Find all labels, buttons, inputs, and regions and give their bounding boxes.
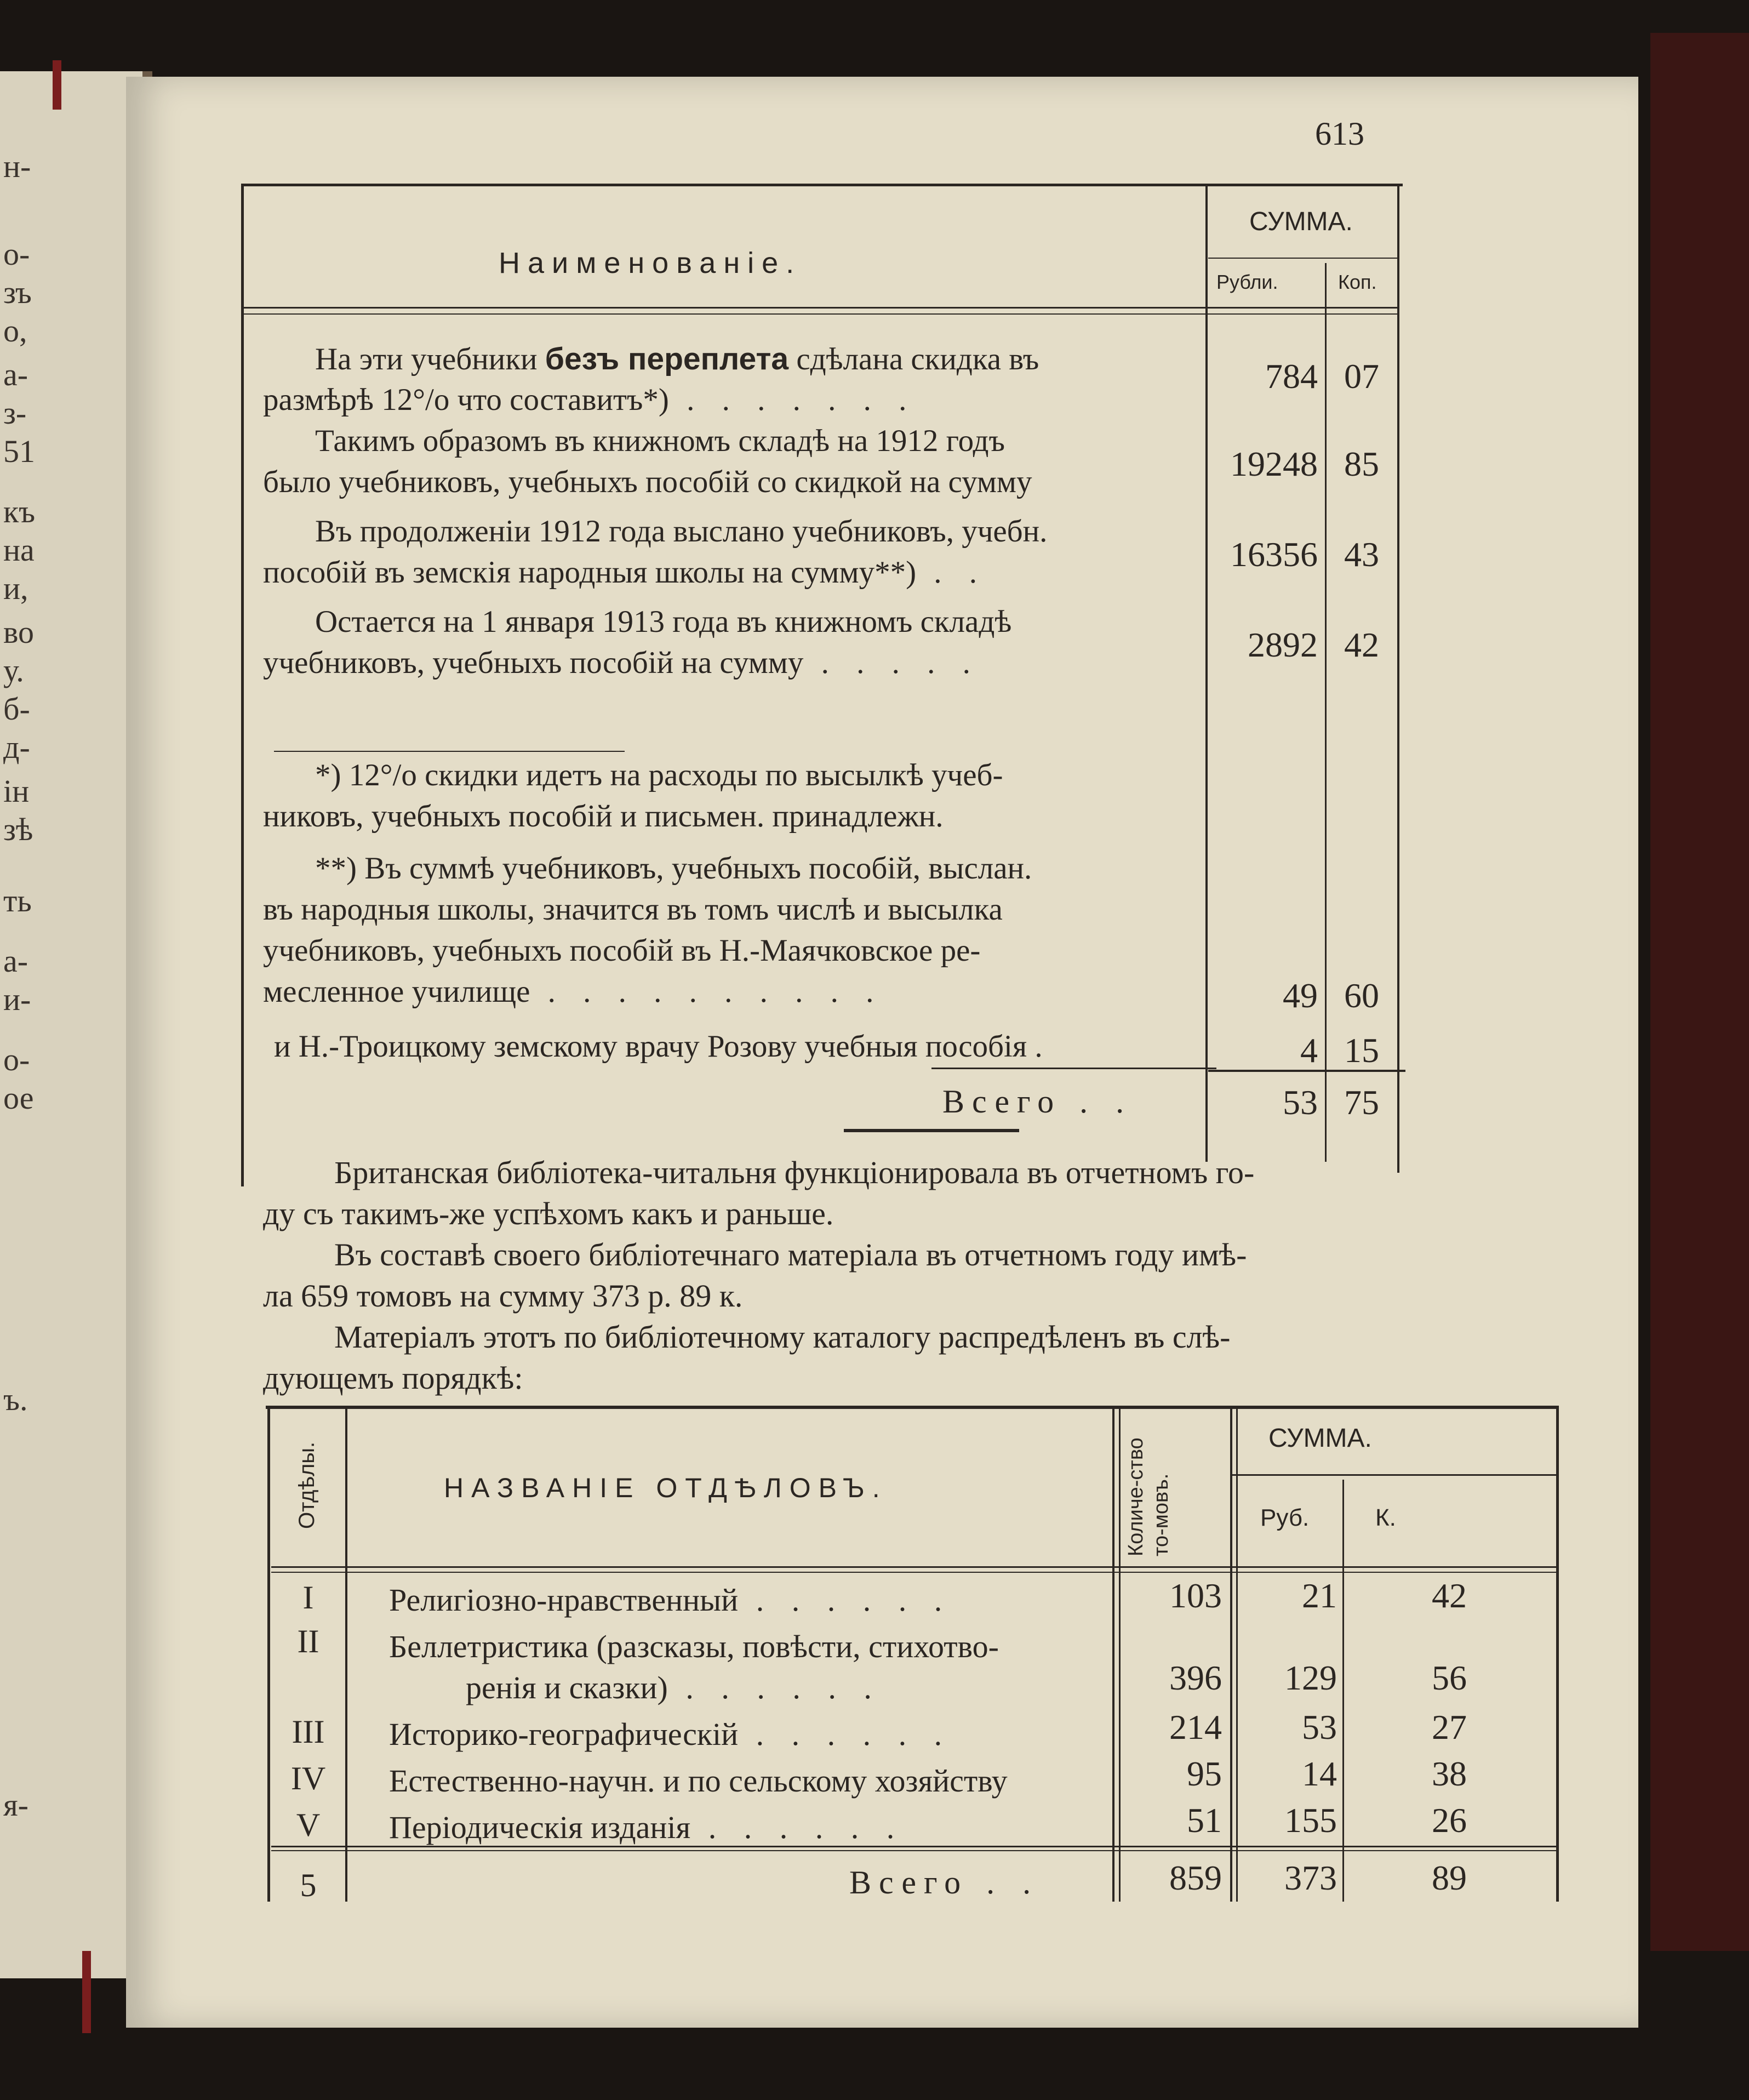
kop-value: 26: [1432, 1801, 1467, 1840]
left-page-text-fragment: на: [3, 532, 35, 568]
total-rub: 53: [1283, 1083, 1318, 1122]
column-header-kop: К.: [1375, 1504, 1396, 1531]
dept-number: V: [296, 1807, 321, 1843]
total-rub: 373: [1284, 1858, 1337, 1897]
paragraph-line: Въ составѣ своего библіотечнаго матеріала въ отчетномъ году имѣ-: [334, 1237, 1247, 1272]
left-page-text-fragment: и-: [3, 981, 31, 1017]
separator-rule: [844, 1129, 1019, 1132]
kop-value: 15: [1344, 1031, 1379, 1070]
total-kop: 75: [1344, 1083, 1379, 1122]
left-page-text-fragment: ть: [3, 883, 32, 918]
table-row-text: пособій въ земскія народныя школы на сумму**) . .: [263, 555, 987, 590]
dept-name: Періодическія изданія . . . . . .: [389, 1810, 905, 1845]
column-header-dept: Отдѣлы.: [295, 1441, 319, 1529]
total-qty: 859: [1169, 1858, 1222, 1897]
paragraph-line: ду съ такимъ-же успѣхомъ какъ и раньше.: [263, 1196, 834, 1231]
qty-value: 396: [1169, 1658, 1222, 1697]
table-row-text: На эти учебники безъ переплета сдѣлана скидка въ: [315, 341, 1039, 376]
rub-value: 14: [1302, 1754, 1337, 1793]
footnote-text: месленное училище . . . . . . . . . .: [263, 974, 884, 1009]
rub-value: 53: [1302, 1708, 1337, 1747]
left-page-text-fragment: ое: [3, 1080, 34, 1116]
column-header-kop: Коп.: [1338, 271, 1377, 293]
bookmark-ribbon: [53, 60, 61, 110]
footnote-text: и Н.-Троицкому земскому врачу Розову учебныя пособія .: [274, 1029, 1043, 1064]
rub-value: 49: [1283, 976, 1318, 1015]
dept-name: Беллетристика (разсказы, повѣсти, стихотво-: [389, 1629, 999, 1664]
left-page-text-fragment: з-: [3, 395, 27, 431]
total-count: 5: [300, 1867, 317, 1903]
qty-value: 95: [1187, 1754, 1222, 1793]
paragraph-line: дующемъ порядкѣ:: [263, 1360, 523, 1396]
paragraph-line: Матеріалъ этотъ по библіотечному каталогу распредѣленъ въ слѣ-: [334, 1319, 1231, 1355]
left-page-text-fragment: къ: [3, 494, 36, 529]
left-page-text-fragment: о-: [3, 1042, 30, 1077]
column-header-qty: Количе-ство то-мовъ.: [1124, 1437, 1173, 1556]
dept-name: Религіозно-нравственный . . . . . .: [389, 1582, 952, 1618]
kop-value: 56: [1432, 1658, 1467, 1697]
left-page-text-fragment: б-: [3, 691, 30, 727]
left-page-text-fragment: я-: [3, 1787, 28, 1823]
kop-value: 38: [1432, 1754, 1467, 1793]
qty-value: 103: [1169, 1576, 1222, 1615]
column-header-rub: Руб.: [1260, 1504, 1310, 1531]
kop-value: 60: [1344, 976, 1379, 1015]
page-number: 613: [1315, 116, 1364, 152]
footnote-text: *) 12°/о скидки идетъ на расходы по высылкѣ учеб-: [315, 758, 1003, 792]
left-page-text-fragment: 51: [3, 433, 35, 469]
column-header-sum: СУММА.: [1249, 207, 1353, 236]
dept-name: Естественно-научн. и по сельскому хозяйству: [389, 1763, 1008, 1799]
table-row-text: размѣрѣ 12°/о что составитъ*) . . . . . . .: [263, 383, 917, 417]
rub-value: 19248: [1230, 444, 1318, 483]
book-page: [126, 77, 1638, 2028]
footnote-text: въ народныя школы, значится въ томъ числѣ и высылка: [263, 892, 1003, 927]
rub-value: 155: [1284, 1801, 1337, 1840]
footnote-text: **) Въ суммѣ учебниковъ, учебныхъ пособій, выслан.: [315, 851, 1032, 886]
kop-value: 43: [1344, 535, 1379, 574]
book-cover-board: [1650, 33, 1749, 1951]
column-header-rub: Рубли.: [1216, 271, 1278, 293]
total-kop: 89: [1432, 1858, 1467, 1897]
left-page-text-fragment: а-: [3, 357, 28, 392]
kop-value: 07: [1344, 357, 1379, 396]
left-page-text-fragment: у.: [3, 653, 24, 688]
kop-value: 42: [1432, 1576, 1467, 1615]
rub-value: 129: [1284, 1658, 1337, 1697]
table-row-text: Такимъ образомъ въ книжномъ складѣ на 1912 годъ: [315, 424, 1005, 458]
rub-value: 4: [1300, 1031, 1318, 1070]
left-page-text-fragment: во: [3, 614, 34, 650]
dept-number: IV: [290, 1760, 326, 1796]
table-row-text: было учебниковъ, учебныхъ пособій со скидкой на сумму: [263, 465, 1032, 499]
qty-value: 51: [1187, 1801, 1222, 1840]
rub-value: 16356: [1230, 535, 1318, 574]
left-page-text-fragment: д-: [3, 729, 30, 765]
kop-value: 85: [1344, 444, 1379, 483]
dept-name: ренія и сказки) . . . . . .: [466, 1670, 882, 1705]
left-page-text-fragment: и,: [3, 570, 28, 606]
paragraph-line: Британская библіотека-читальня функціонировала въ отчетномъ го-: [334, 1155, 1255, 1190]
column-header-name: НАЗВАНІЕ ОТДѢЛОВЪ.: [444, 1473, 888, 1503]
dept-name: Историко-географическій . . . . . .: [389, 1716, 952, 1752]
table-row-text: Остается на 1 января 1913 года въ книжномъ складѣ: [315, 604, 1012, 639]
bookmark-ribbon: [82, 1951, 91, 2033]
qty-value: 214: [1169, 1708, 1222, 1747]
left-page-text-fragment: зъ: [3, 275, 32, 310]
total-label: Всего . .: [849, 1864, 1041, 1901]
dept-number: II: [297, 1623, 319, 1659]
footnote-text: учебниковъ, учебныхъ пособій въ Н.-Маячковское ре-: [263, 933, 981, 968]
paragraph-line: ла 659 томовъ на сумму 373 р. 89 к.: [263, 1278, 743, 1314]
left-page-text-fragment: о,: [3, 313, 27, 349]
table-row-text: Въ продолженіи 1912 года выслано учебниковъ, учебн.: [315, 514, 1048, 549]
left-page-text-fragment: о-: [3, 236, 30, 272]
left-page-text-fragment: н-: [3, 149, 31, 184]
left-page-text-fragment: ъ.: [3, 1382, 28, 1417]
rub-value: 784: [1265, 357, 1318, 396]
left-page-text-fragment: ін: [3, 773, 30, 809]
column-header-sum: СУММА.: [1268, 1424, 1372, 1453]
dept-number: I: [302, 1579, 314, 1616]
kop-value: 42: [1344, 625, 1379, 664]
dept-number: III: [292, 1714, 325, 1750]
table-row-text: учебниковъ, учебныхъ пособій на сумму . . . . .: [263, 646, 980, 680]
column-header-name: Наименованіе.: [499, 247, 802, 279]
rub-value: 21: [1302, 1576, 1337, 1615]
rub-value: 2892: [1248, 625, 1318, 664]
kop-value: 27: [1432, 1708, 1467, 1747]
left-page-text-fragment: зѣ: [3, 812, 33, 847]
total-label: Всего . .: [942, 1083, 1134, 1120]
left-page-text-fragment: а-: [3, 943, 28, 979]
footnote-text: никовъ, учебныхъ пособій и письмен. принадлежн.: [263, 799, 944, 834]
